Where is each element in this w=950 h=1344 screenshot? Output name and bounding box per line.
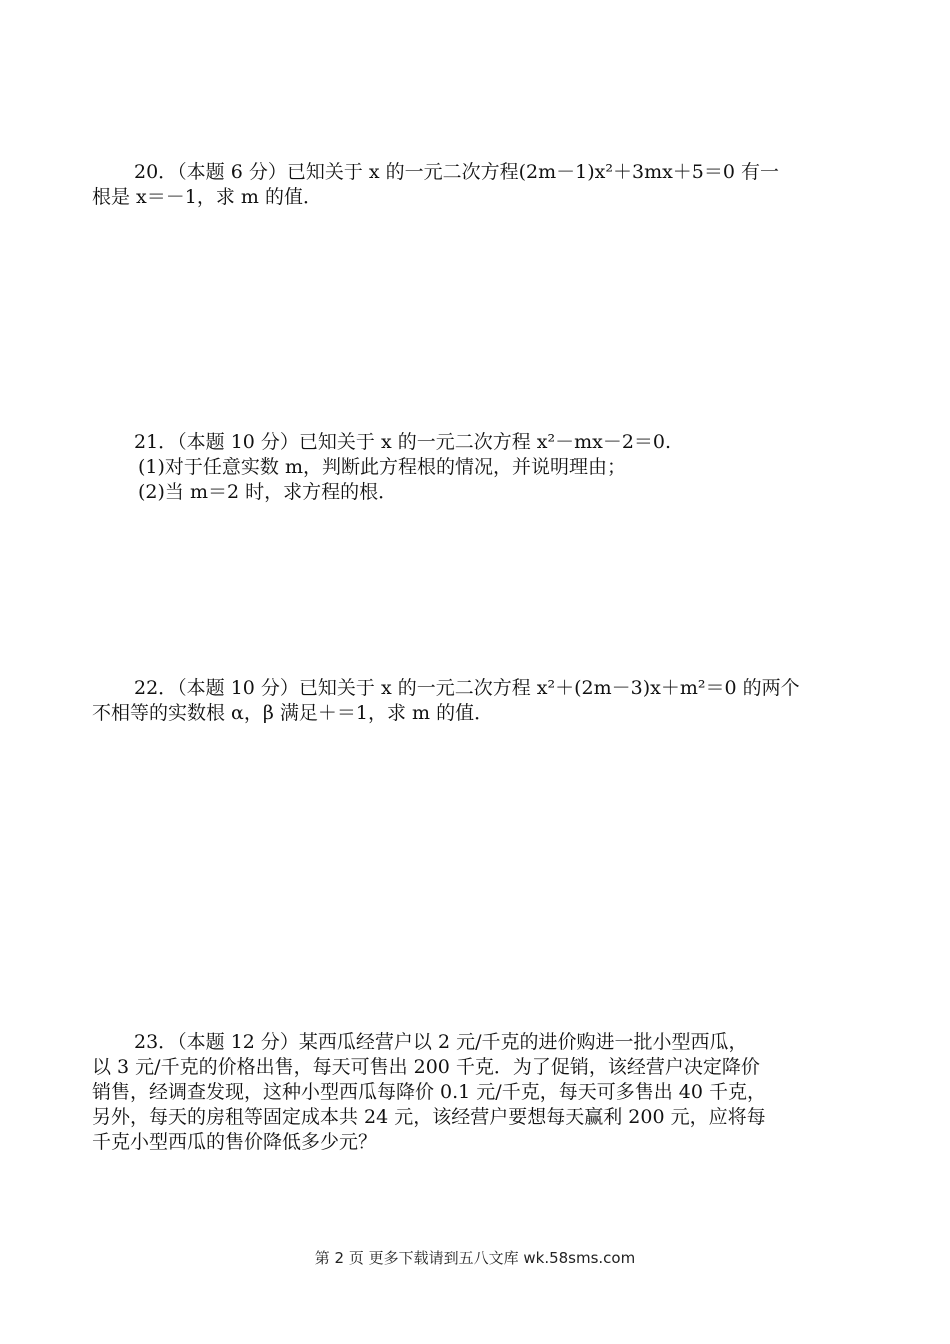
problem-21-part-1: (1)对于任意实数 m，判断此方程根的情况，并说明理由； <box>138 456 626 478</box>
problem-23-line-4: 另外，每天的房租等固定成本共 24 元，该经营户要想每天赢利 200 元，应将每 <box>92 1106 766 1128</box>
problem-21 <box>92 430 862 505</box>
problem-20 <box>92 160 862 210</box>
problem-21-line-1: 21．（本题 10 分）已知关于 x 的一元二次方程 x²－mx－2＝0. <box>134 431 672 453</box>
problem-22 <box>92 676 862 726</box>
problem-20-line-2: 根是 x＝－1，求 m 的值． <box>92 186 322 208</box>
problem-23-line-2: 以 3 元/千克的价格出售，每天可售出 200 千克．为了促销，该经营户决定降价 <box>92 1056 760 1078</box>
problem-23 <box>92 1030 862 1155</box>
problem-23-line-3: 销售，经调查发现，这种小型西瓜每降价 0.1 元/千克，每天可多售出 40 千克， <box>92 1081 766 1103</box>
problem-20-line-1: 20．（本题 6 分）已知关于 x 的一元二次方程(2m－1)x²＋3mx＋5＝0 有一 <box>134 161 780 183</box>
problem-21-part-2: (2)当 m＝2 时，求方程的根． <box>138 481 398 503</box>
page-footer: 第 2 页 更多下载请到五八文库 wk.58sms.com <box>314 1249 636 1267</box>
problem-22-line-1: 22．（本题 10 分）已知关于 x 的一元二次方程 x²＋(2m－3)x＋m²＝0 的两个 <box>134 677 800 699</box>
problem-23-line-5: 千克小型西瓜的售价降低多少元？ <box>92 1131 378 1153</box>
problem-22-line-2: 不相等的实数根 α，β 满足＋＝1，求 m 的值． <box>92 702 494 724</box>
problem-23-line-1: 23．（本题 12 分）某西瓜经营户以 2 元/千克的进价购进一批小型西瓜， <box>134 1031 748 1053</box>
